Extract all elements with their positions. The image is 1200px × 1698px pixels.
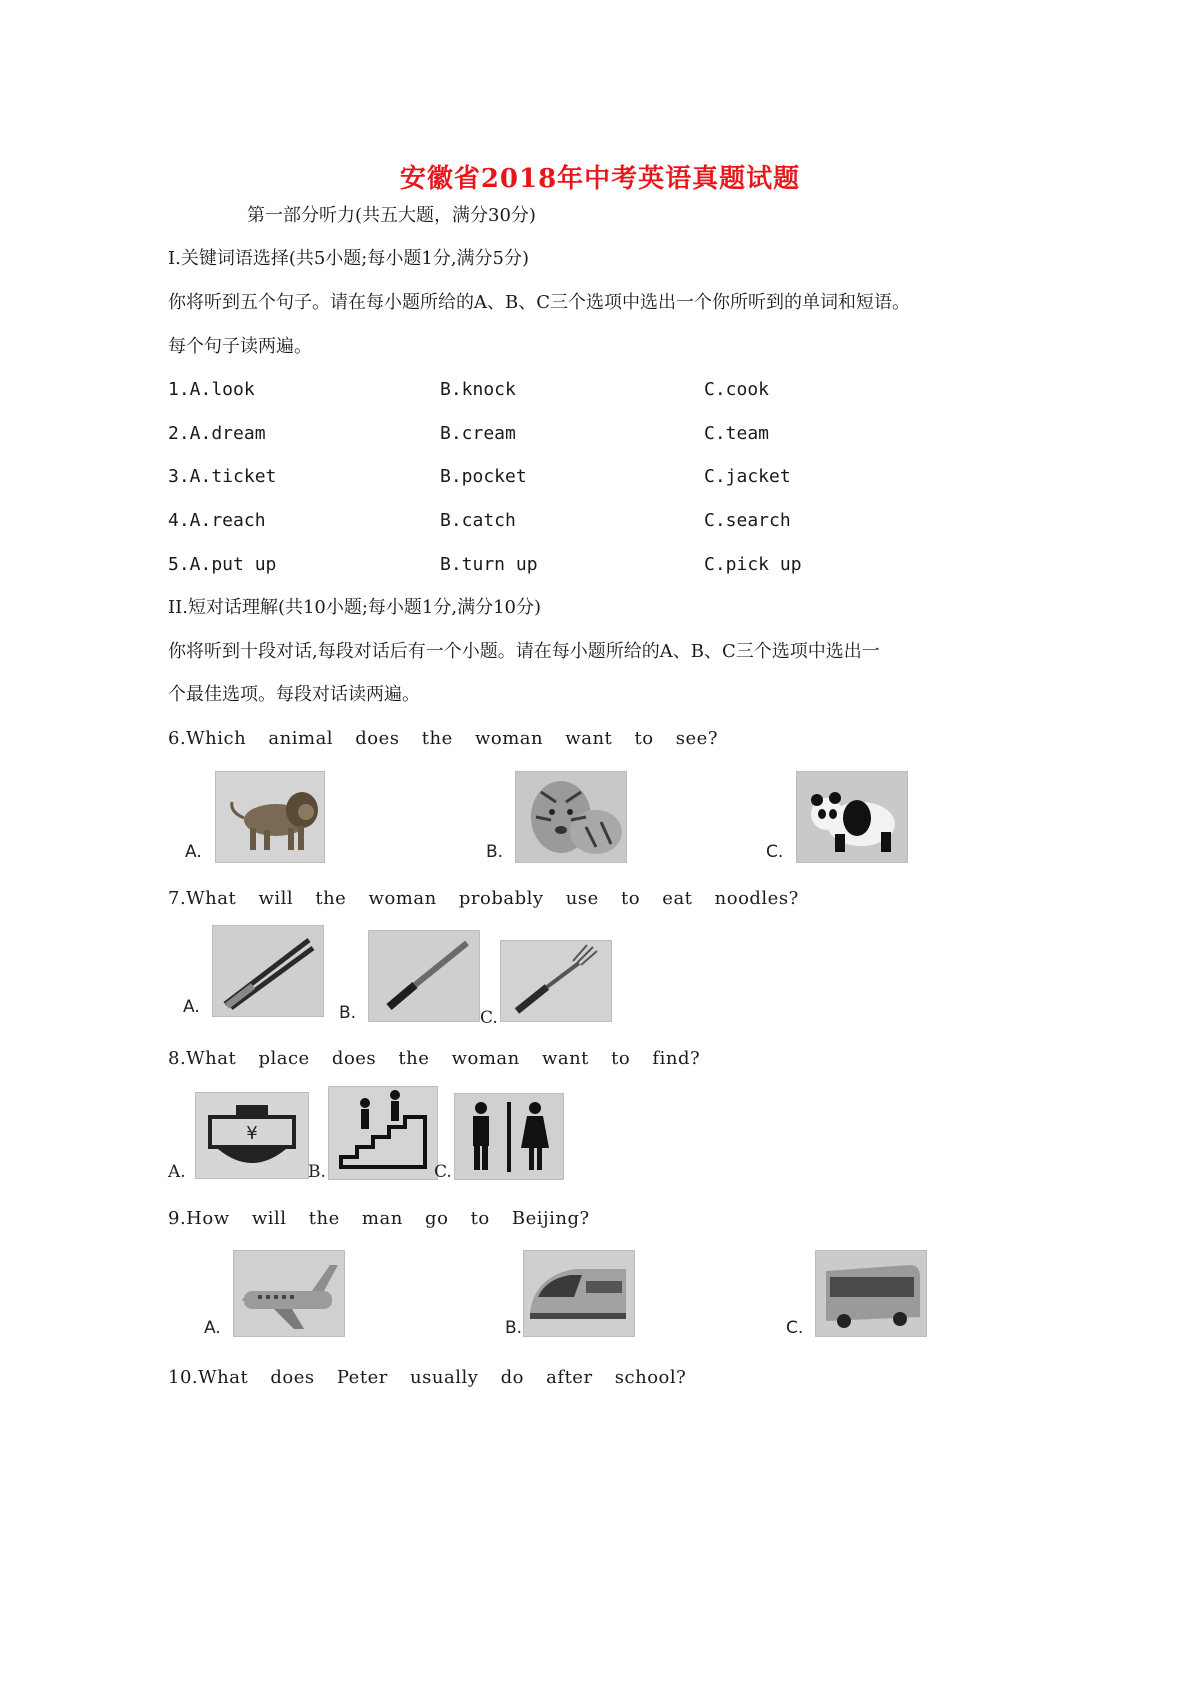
section1-instruction-2: 每个句子读两遍。 xyxy=(168,336,312,357)
question-row-4 xyxy=(168,509,968,533)
option-b: B.catch xyxy=(440,510,516,531)
airplane-icon xyxy=(234,1251,344,1336)
question-row-5 xyxy=(168,553,968,577)
option-c-label: C. xyxy=(786,1318,804,1338)
chopsticks-icon xyxy=(213,926,323,1016)
bank-icon xyxy=(196,1093,308,1178)
question-7: 7.What will the woman probably use to eat noodles? xyxy=(168,888,799,909)
section1-heading: I.关键词语选择(共5小题;每小题1分,满分5分) xyxy=(168,248,530,269)
restroom-sign-image[interactable] xyxy=(454,1093,564,1180)
lion-image[interactable] xyxy=(215,771,325,863)
option-b: B.knock xyxy=(440,379,516,400)
svg-text:¥: ¥ xyxy=(246,1123,258,1144)
train-image[interactable] xyxy=(523,1250,635,1337)
section2-instruction-1: 你将听到十段对话,每段对话后有一个小题。请在每小题所给的A、B、C三个选项中选出一 xyxy=(168,641,880,662)
option-b-label: B. xyxy=(308,1162,326,1182)
option-c-label: C. xyxy=(480,1008,498,1028)
option-b: B.pocket xyxy=(440,466,527,487)
option-a: 4.A.reach xyxy=(168,510,266,531)
question-9: 9.How will the man go to Beijing? xyxy=(168,1208,590,1229)
option-b-label: B. xyxy=(505,1318,523,1338)
option-a-label: A. xyxy=(168,1162,186,1182)
option-a-label: A. xyxy=(183,997,200,1017)
stairs-icon xyxy=(329,1087,437,1179)
option-c: C.cook xyxy=(704,379,770,400)
option-c: C.team xyxy=(704,423,770,444)
question-row-2 xyxy=(168,422,968,446)
section1-instruction-1: 你将听到五个句子。请在每小题所给的A、B、C三个选项中选出一个你所听到的单词和短语。 xyxy=(168,292,910,313)
stairs-sign-image[interactable] xyxy=(328,1086,438,1180)
fork-icon xyxy=(501,941,611,1021)
page-title: 安徽省2018年中考英语真题试题 xyxy=(399,164,801,194)
question-row-3 xyxy=(168,465,968,489)
option-a: 5.A.put up xyxy=(168,554,277,575)
question-10: 10.What does Peter usually do after school? xyxy=(168,1367,687,1388)
option-b: B.cream xyxy=(440,423,516,444)
option-a-label: A. xyxy=(185,842,202,862)
option-c: C.search xyxy=(704,510,791,531)
tiger-icon xyxy=(516,772,626,862)
part1-heading: 第一部分听力(共五大题，满分30分) xyxy=(247,205,536,226)
option-a: 2.A.dream xyxy=(168,423,266,444)
option-c: C.pick up xyxy=(704,554,802,575)
bus-image[interactable] xyxy=(815,1250,927,1337)
section2-heading: II.短对话理解(共10小题;每小题1分,满分10分) xyxy=(168,597,542,618)
option-b-label: B. xyxy=(339,1003,357,1023)
question-row-1 xyxy=(168,378,968,402)
option-a-label: A. xyxy=(204,1318,221,1338)
question-8: 8.What place does the woman want to find? xyxy=(168,1048,701,1069)
airplane-image[interactable] xyxy=(233,1250,345,1337)
question-6: 6.Which animal does the woman want to see? xyxy=(168,728,718,749)
train-icon xyxy=(524,1251,634,1336)
option-c: C.jacket xyxy=(704,466,791,487)
restroom-icon xyxy=(455,1094,563,1179)
section2-instruction-2: 个最佳选项。每段对话读两遍。 xyxy=(168,684,420,705)
option-a: 1.A.look xyxy=(168,379,255,400)
option-c-label: C. xyxy=(434,1162,452,1182)
option-a: 3.A.ticket xyxy=(168,466,277,487)
knife-icon xyxy=(369,931,479,1021)
chopsticks-image[interactable] xyxy=(212,925,324,1017)
option-c-label: C. xyxy=(766,842,784,862)
fork-image[interactable] xyxy=(500,940,612,1022)
knife-image[interactable] xyxy=(368,930,480,1022)
panda-icon xyxy=(797,772,907,862)
option-b-label: B. xyxy=(486,842,504,862)
bus-icon xyxy=(816,1251,926,1336)
bank-sign-image[interactable] xyxy=(195,1092,309,1179)
option-b: B.turn up xyxy=(440,554,538,575)
lion-icon xyxy=(216,772,324,862)
tiger-image[interactable] xyxy=(515,771,627,863)
panda-image[interactable] xyxy=(796,771,908,863)
